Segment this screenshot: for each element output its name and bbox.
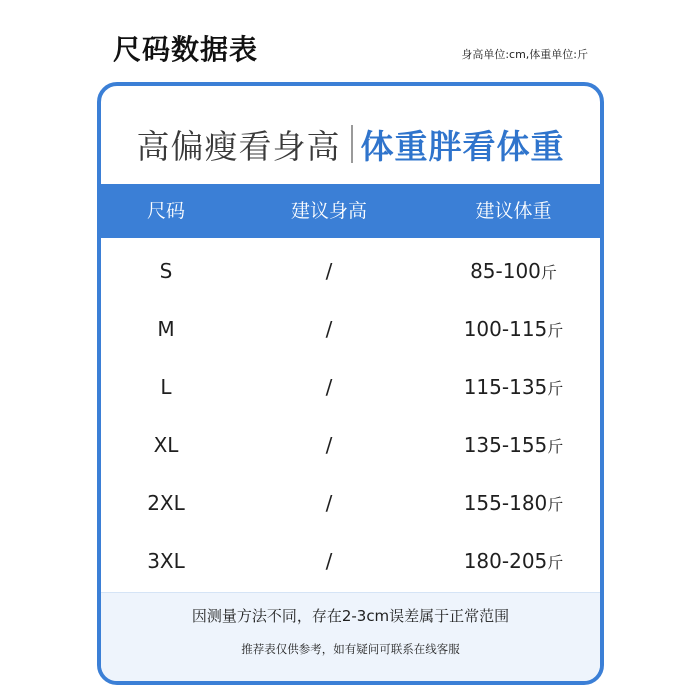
table-row [101, 474, 600, 532]
weight-unit: 斤 [547, 553, 564, 572]
weight-value: 155-180 [463, 491, 548, 515]
weight-value: 135-155 [463, 433, 548, 457]
weight-value: 115-135 [463, 375, 548, 399]
height-cell: / [325, 433, 333, 457]
weight-cell [427, 532, 600, 590]
weight-cell [427, 242, 600, 300]
column-header-height: 建议身高 [290, 200, 367, 222]
weight-value: 180-205 [463, 549, 548, 573]
size-cell: S [159, 259, 173, 283]
slogan [101, 114, 600, 174]
reference-note: 推荐表仅供参考，如有疑问可联系在线客服 [241, 642, 460, 656]
size-cell: XL [153, 433, 179, 457]
slogan-left: 高偏瘦看身高 [136, 126, 341, 166]
table-row [101, 358, 600, 416]
weight-unit: 斤 [547, 437, 564, 456]
weight-cell [427, 416, 600, 474]
column-header-size: 尺码 [146, 200, 185, 222]
table-row [101, 242, 600, 300]
table-row [101, 416, 600, 474]
weight-cell [427, 358, 600, 416]
page-title: 尺码数据表 [113, 33, 259, 66]
weight-unit: 斤 [540, 263, 557, 282]
weight-value: 85-100 [470, 259, 541, 283]
weight-unit: 斤 [547, 321, 564, 340]
slogan-divider [351, 125, 353, 163]
height-cell: / [325, 317, 333, 341]
height-cell: / [325, 491, 333, 515]
footer-note [101, 592, 600, 682]
measurement-note: 因测量方法不同，存在2-3cm误差属于正常范围 [191, 607, 510, 625]
table-row [101, 532, 600, 590]
table-body [101, 242, 600, 590]
unit-note: 身高单位:cm,体重单位:斤 [461, 48, 588, 61]
table-row [101, 300, 600, 358]
table-header [101, 184, 600, 238]
weight-unit: 斤 [547, 495, 564, 514]
size-cell: M [157, 317, 175, 341]
weight-value: 100-115 [463, 317, 548, 341]
size-cell: 3XL [147, 549, 185, 573]
weight-unit: 斤 [547, 379, 564, 398]
height-cell: / [325, 259, 333, 283]
weight-cell [427, 300, 600, 358]
size-cell: L [160, 375, 172, 399]
size-chart-frame [97, 82, 604, 685]
height-cell: / [325, 549, 333, 573]
column-header-weight: 建议体重 [475, 200, 552, 222]
weight-cell [427, 474, 600, 532]
size-cell: 2XL [147, 491, 185, 515]
height-cell: / [325, 375, 333, 399]
slogan-right: 体重胖看体重 [360, 126, 565, 166]
